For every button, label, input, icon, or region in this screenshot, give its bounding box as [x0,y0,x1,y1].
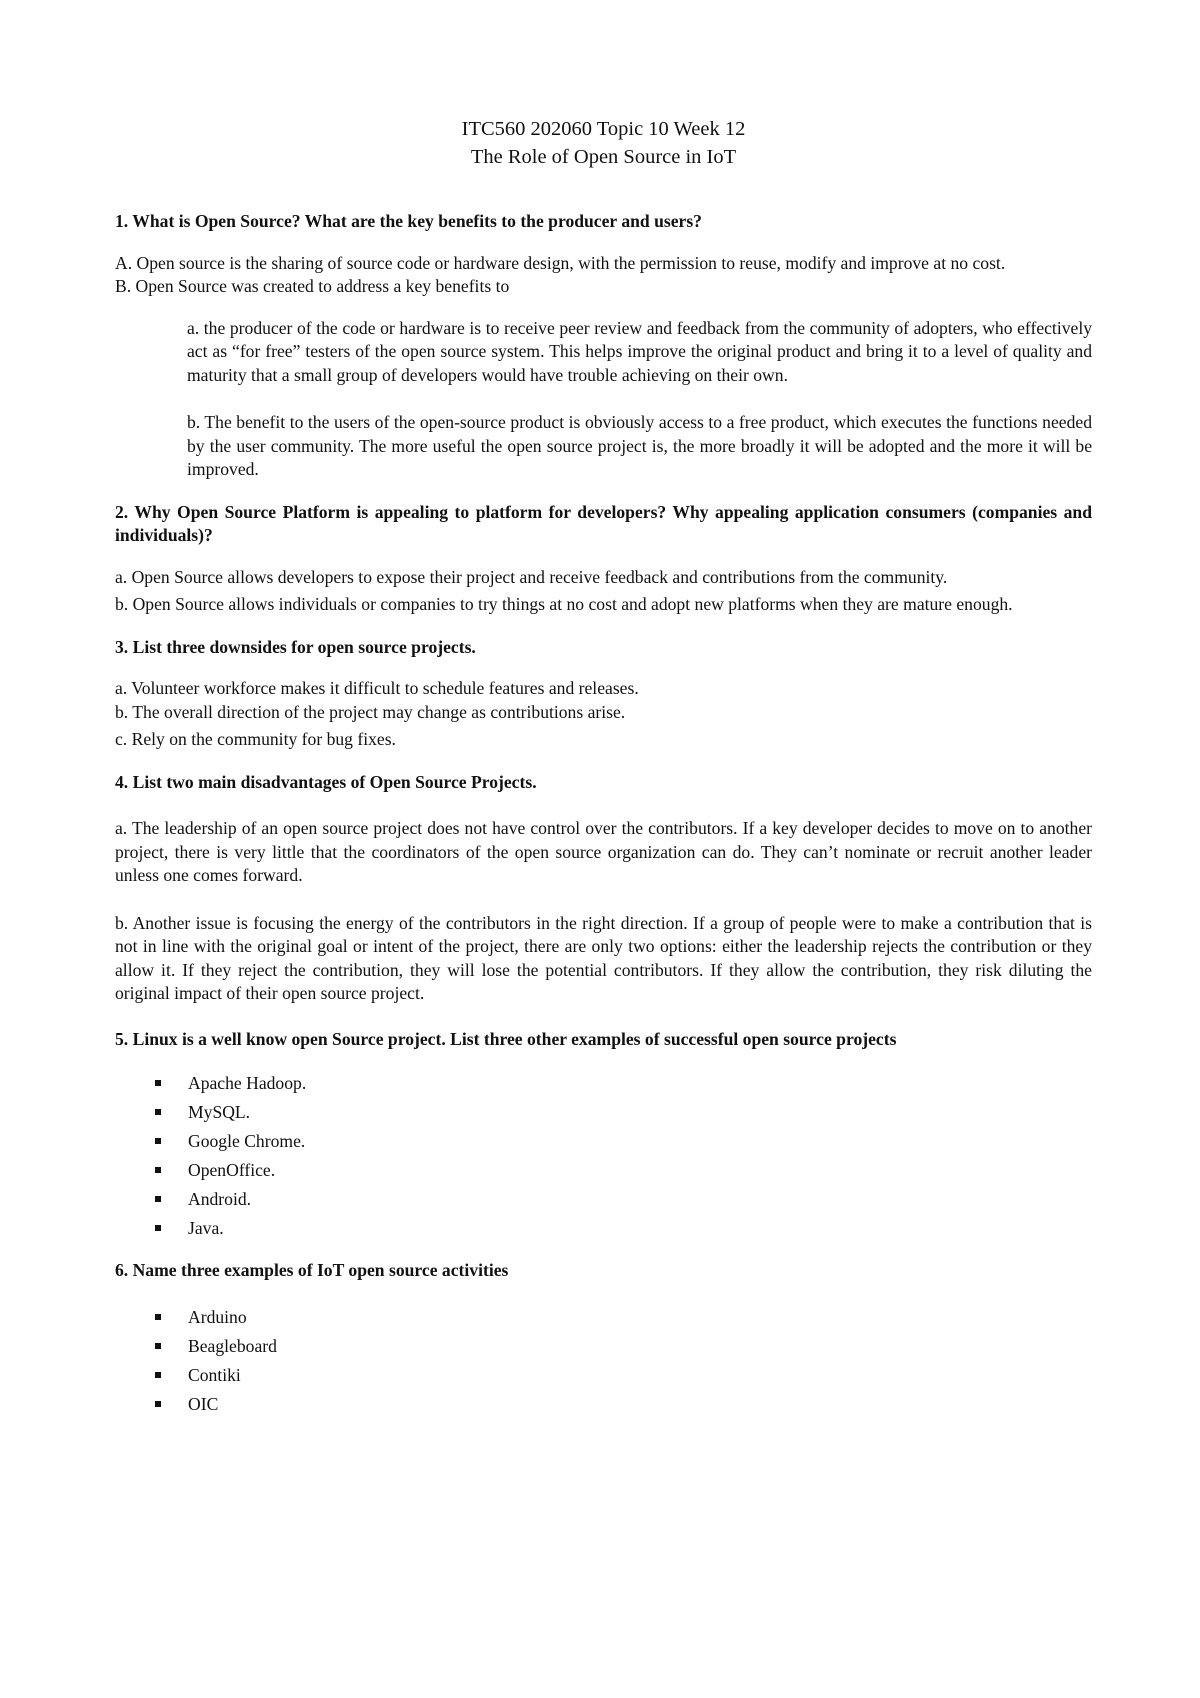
square-bullet-icon [155,1109,161,1115]
square-bullet-icon [155,1343,161,1349]
question-2: 2. Why Open Source Platform is appealing to platform for developers? Why appealing application consumers (companies and individuals)? [115,501,1092,545]
question-6: 6. Name three examples of IoT open source activities [115,1260,509,1280]
document-page [115,115,1092,1419]
q3-answer-b: b. The overall direction of the project may change as contributions arise. [115,701,626,722]
document-title-block [115,115,1092,171]
q4-answer-b: b. Another issue is focusing the energy of the contributors in the right direction. If a group of people were to make a contribution that is not in line with the original goal or intent of the project, there are only two options: either the leadership rejects the contribution or they allow it. If they reject the contribution, they will lose the potential contributors. If they allow the contribution, they risk diluting the original impact of their open source project. [115,912,1092,1003]
document-title: ITC560 202060 Topic 10 Week 12 [461,118,746,140]
q1-sub-a: a. the producer of the code or hardware is to receive peer review and feedback from the community of adopters, who effectively act as “for free” testers of the open source system. This helps improve the original product and bring it to a level of quality and maturity that a small group of developers would have trouble achieving on their own. [187,317,1092,385]
square-bullet-icon [155,1167,161,1173]
question-5: 5. Linux is a well know open Source project. List three other examples of successful open source projects [115,1028,897,1049]
square-bullet-icon [155,1080,161,1086]
list-item: Apache Hadoop. [115,1069,1092,1098]
square-bullet-icon [155,1314,161,1320]
question-1: 1. What is Open Source? What are the key benefits to the producer and users? [115,211,702,231]
list-item: Arduino [115,1303,1092,1332]
q1-answer-a: A. Open source is the sharing of source code or hardware design, with the permission to reuse, modify and improve at no cost. [115,252,1006,273]
list-item: OIC [115,1390,1092,1419]
question-3: 3. List three downsides for open source projects. [115,636,476,657]
list-item: Beagleboard [115,1332,1092,1361]
q1-sub-b: b. The benefit to the users of the open-source product is obviously access to a free product, which executes the functions needed by the user community. The more useful the open source project is, the more broadly it will be adopted and the more it will be improved. [187,412,1092,479]
q3-answer-a: a. Volunteer workforce makes it difficult to schedule features and releases. [115,678,639,698]
square-bullet-icon [155,1372,161,1378]
square-bullet-icon [155,1225,161,1231]
q2-answer-a: a. Open Source allows developers to expose their project and receive feedback and contributions from the community. [115,566,948,587]
list-item: OpenOffice. [115,1156,1092,1185]
q4-answer-a: a. The leadership of an open source project does not have control over the contributors. If a key developer decides to move on to another project, there is very little that the coordinators of the open source organization can do. They can’t nominate or recruit another leader unless one comes forward. [115,818,1092,885]
list-item: Android. [115,1185,1092,1214]
list-item: Contiki [115,1361,1092,1390]
square-bullet-icon [155,1401,161,1407]
document-subtitle: The Role of Open Source in IoT [470,146,737,168]
list-item: Java. [115,1214,1092,1243]
q6-activity-list [115,1303,1092,1419]
square-bullet-icon [155,1138,161,1144]
q1-answer-b: B. Open Source was created to address a key benefits to [115,276,510,296]
q2-answer-b: b. Open Source allows individuals or companies to try things at no cost and adopt new platforms when they are mature enough. [115,594,1013,614]
q5-project-list [115,1069,1092,1243]
square-bullet-icon [155,1196,161,1202]
q3-answer-c: c. Rely on the community for bug fixes. [115,729,396,749]
list-item: MySQL. [115,1098,1092,1127]
list-item: Google Chrome. [115,1127,1092,1156]
question-4: 4. List two main disadvantages of Open Source Projects. [115,771,537,792]
